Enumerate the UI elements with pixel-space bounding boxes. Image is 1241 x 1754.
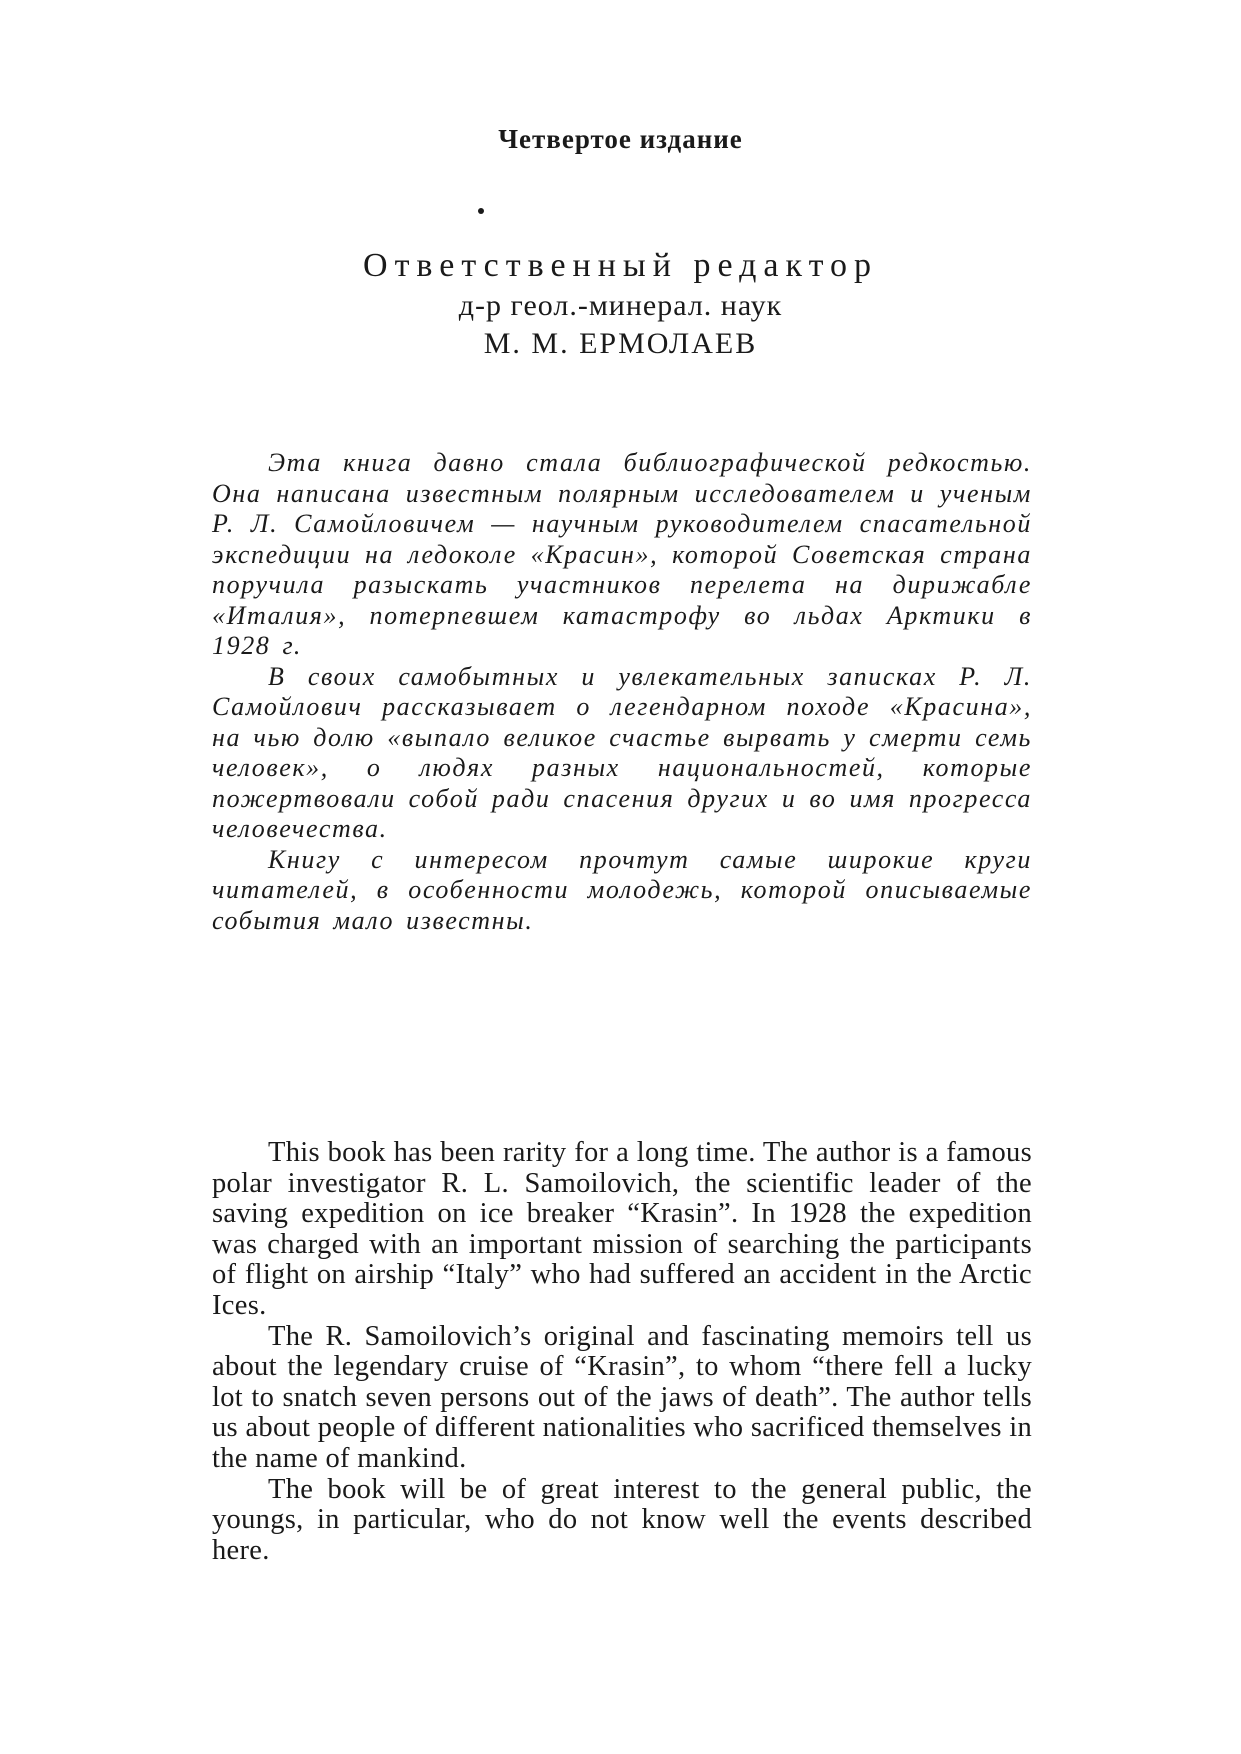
editor-credits xyxy=(0,245,1241,363)
editor-name: М. М. ЕРМОЛАЕВ xyxy=(483,327,758,360)
annotation-ru-paragraph: В своих самобытных и увлекательных записках Р. Л. Самойлович рассказывает о легендарном походе «Красина», на чью долю «выпало великое счастье вырвать у смерти семь человек», о людях разных национальностей, которые пожертвовали собой ради спасения других и во имя прогресса человечества. xyxy=(212,661,1032,843)
annotation-english xyxy=(212,1138,1032,1566)
annotation-en-paragraph: The R. Samoilovich’s original and fascinating memoirs tell us about the legendary cruise of “Krasin”, to whom “there fell a lucky lot to snatch seven persons out of the jaws of death”. The author tells us about people of different nationalities who sacrificed themselves in the name of mankind. xyxy=(212,1320,1032,1474)
annotation-russian xyxy=(212,448,1032,936)
edition-label: Четвертое издание xyxy=(498,124,743,154)
annotation-en-paragraph: This book has been rarity for a long time. The author is a famous polar investigator R. L. Samoilovich, the scientific leader of the saving expedition on ice breaker “Krasin”. In 1928 the expedition was charged with an important mission of searching the participants of flight on airship “Italy” who had suffered an accident in the Arctic Ices. xyxy=(212,1137,1032,1321)
editor-degree: д-р геол.-минерал. наук xyxy=(458,289,783,322)
annotation-ru-paragraph: Книгу с интересом прочтут самые широкие круги читателей, в особенности молодежь, которой описываемые события мало известны. xyxy=(212,844,1032,935)
annotation-en-paragraph: The book will be of great interest to the general public, the youngs, in particular, who do not know well the events described here. xyxy=(212,1473,1032,1566)
annotation-ru-paragraph: Эта книга давно стала библиографической редкостью. Она написана известным полярным исследователем и ученым Р. Л. Самойловичем — научным руководителем спасательной экспедиции на ледоколе «Красин», которой Советская страна поручила разыскать участников перелета на дирижабле «Италия», потерпевшем катастрофу во льдах Арктики в 1928 г. xyxy=(212,448,1032,660)
bullet-mark xyxy=(478,208,484,214)
editor-role: Ответственный редактор xyxy=(363,247,878,284)
